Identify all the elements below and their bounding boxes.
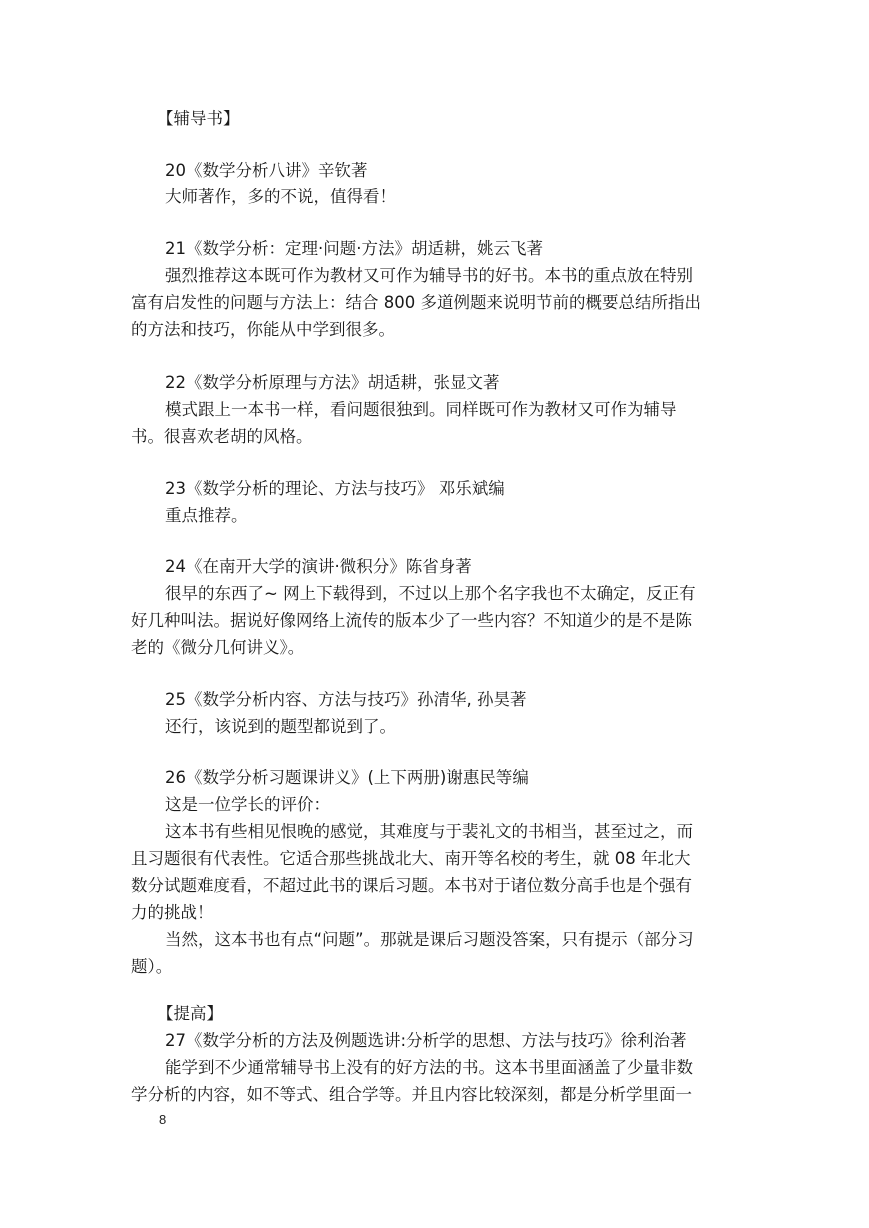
book-comment-26-line4: 数分试题难度看，不超过此书的课后习题。本书对于诸位数分高手也是个强有 <box>131 876 692 895</box>
book-title-22: 22《数学分析原理与方法》胡适耕，张显文著 <box>165 373 500 392</box>
book-comment-26-line5: 力的挑战！ <box>131 903 214 922</box>
book-title-27: 27《数学分析的方法及例题选讲:分析学的思想、方法与技巧》徐利治著 <box>165 1031 687 1050</box>
book-title-24: 24《在南开大学的演讲·微积分》陈省身著 <box>165 557 472 576</box>
book-title-26: 26《数学分析习题课讲义》(上下两册)谢惠民等编 <box>165 768 529 787</box>
book-title-21: 21《数学分析：定理·问题·方法》胡适耕，姚云飞著 <box>165 239 543 258</box>
section-heading-tutoring: 【辅导书】 <box>157 109 240 128</box>
book-comment-20: 大师著作，多的不说，值得看！ <box>165 187 396 206</box>
book-comment-26-line2: 这本书有些相见恨晚的感觉，其难度与于裴礼文的书相当，甚至过之，而 <box>165 822 693 841</box>
book-comment-23: 重点推荐。 <box>165 506 248 525</box>
book-comment-26-line1: 这是一位学长的评价： <box>165 795 330 814</box>
section-heading-advanced: 【提高】 <box>157 1004 223 1023</box>
book-comment-22-line2: 书。很喜欢老胡的风格。 <box>131 427 313 446</box>
book-comment-21-line2: 富有启发性的问题与方法上：结合 800 多道例题来说明节前的概要总结所指出 <box>131 293 701 312</box>
book-comment-21-line3: 的方法和技巧，你能从中学到很多。 <box>131 320 395 339</box>
book-title-23: 23《数学分析的理论、方法与技巧》 邓乐斌编 <box>165 479 505 498</box>
book-title-25: 25《数学分析内容、方法与技巧》孙清华, 孙昊著 <box>165 690 527 709</box>
book-comment-24-line2: 好几种叫法。据说好像网络上流传的版本少了一些内容？不知道少的是不是陈 <box>131 611 692 630</box>
book-comment-24-line1: 很早的东西了~ 网上下载得到，不过以上那个名字我也不太确定，反正有 <box>165 584 696 603</box>
book-title-20: 20《数学分析八讲》辛钦著 <box>165 161 368 180</box>
book-comment-26-line7: 题）。 <box>131 957 173 976</box>
book-comment-26-line6: 当然，这本书也有点“问题”。那就是课后习题没答案，只有提示（部分习 <box>165 930 694 949</box>
book-comment-27-line2: 学分析的内容，如不等式、组合学等。并且内容比较深刻，都是分析学里面一 <box>131 1085 692 1104</box>
book-comment-26-line3: 且习题很有代表性。它适合那些挑战北大、南开等名校的考生，就 08 年北大 <box>131 849 691 868</box>
page-number: 8 <box>159 1112 167 1127</box>
book-comment-25: 还行，该说到的题型都说到了。 <box>165 717 396 736</box>
book-comment-21-line1: 强烈推荐这本既可作为教材又可作为辅导书的好书。本书的重点放在特别 <box>165 266 693 285</box>
book-comment-27-line1: 能学到不少通常辅导书上没有的好方法的书。这本书里面涵盖了少量非数 <box>165 1058 693 1077</box>
book-comment-24-line3: 老的《微分几何讲义》。 <box>131 638 305 657</box>
book-comment-22-line1: 模式跟上一本书一样，看问题很独到。同样既可作为教材又可作为辅导 <box>165 400 677 419</box>
